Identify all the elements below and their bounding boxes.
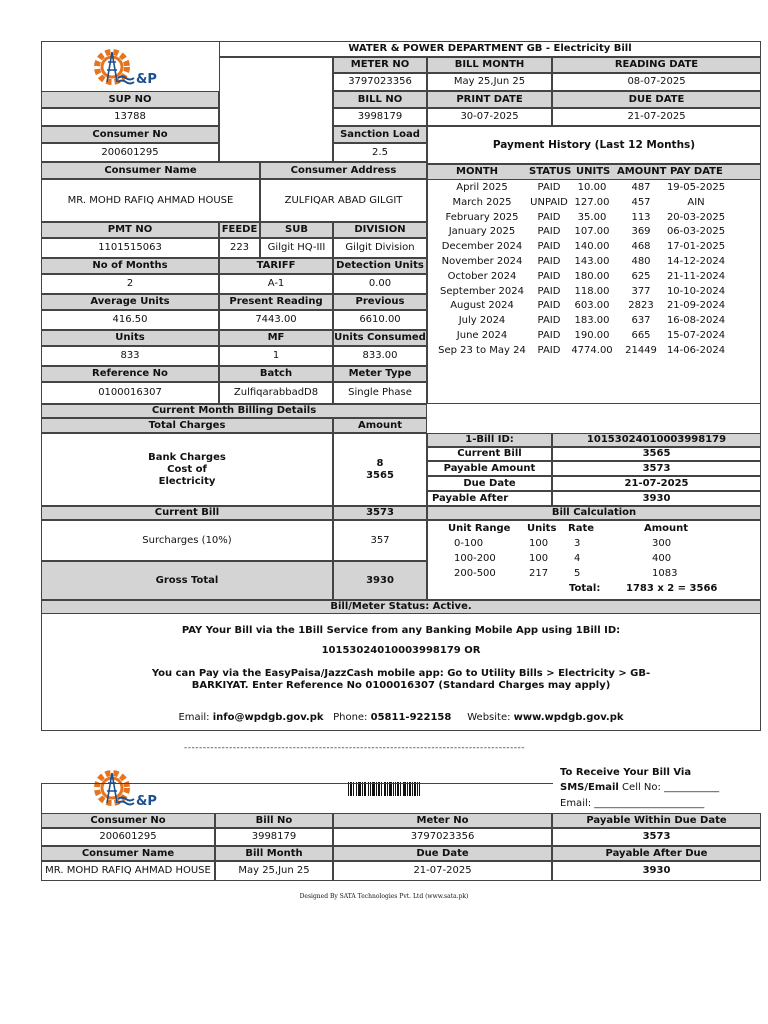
units-consumed-label: Units Consumed bbox=[333, 330, 427, 346]
consumer-address-value: ZULFIQAR ABAD GILGIT bbox=[260, 179, 427, 222]
email-label: Email: bbox=[178, 712, 210, 723]
stub-month-label: Bill Month bbox=[215, 846, 333, 861]
consumer-no-label: Consumer No bbox=[41, 126, 219, 143]
receive-sms-label: SMS/Email bbox=[560, 782, 619, 793]
payment-history-cell: 21-09-2024 bbox=[666, 300, 726, 312]
bill-calc-cell: 200-500 bbox=[454, 568, 496, 579]
bc-total-value: 1783 x 2 = 3566 bbox=[626, 583, 718, 594]
payment-history-cell: 140.00 bbox=[574, 241, 610, 253]
ph-head-units: UNITS bbox=[576, 166, 611, 177]
payment-history-cell: 637 bbox=[631, 315, 651, 327]
phone-value: 05811-922158 bbox=[370, 712, 452, 723]
feeder-label: FEEDE bbox=[219, 222, 260, 238]
reference-no-value: 0100016307 bbox=[41, 382, 219, 404]
payment-history-row bbox=[429, 197, 768, 212]
payment-history-cell: PAID bbox=[537, 300, 561, 312]
onebill-due-label: Due Date bbox=[427, 476, 552, 491]
bc-total-label: Total: bbox=[569, 583, 601, 594]
payment-history-cell: July 2024 bbox=[458, 315, 506, 327]
charges-amounts bbox=[333, 433, 427, 506]
ph-head-status: STATUS bbox=[529, 166, 572, 177]
tariff-value: A-1 bbox=[219, 274, 333, 294]
average-units-value: 416.50 bbox=[41, 310, 219, 330]
batch-value: ZulfiqarabbadD8 bbox=[219, 382, 333, 404]
stub-name-label: Consumer Name bbox=[41, 846, 215, 861]
bc-head-range: Unit Range bbox=[448, 523, 511, 534]
stub-after-label: Payable After Due bbox=[552, 846, 761, 861]
pay-instruction-4: BARKIYAT. Enter Reference No 0100016307 (Standard Charges may apply) bbox=[191, 680, 611, 691]
months-value: 2 bbox=[41, 274, 219, 294]
months-label: No of Months bbox=[41, 258, 219, 274]
payment-history-cell: April 2025 bbox=[456, 182, 508, 193]
payment-history-cell: 21-11-2024 bbox=[666, 270, 726, 282]
pay-instruction-1: PAY Your Bill via the 1Bill Service from any Banking Mobile App using 1Bill ID: bbox=[181, 625, 621, 636]
onebill-after-label: Payable After bbox=[427, 491, 552, 506]
payment-history-cell: UNPAID bbox=[530, 196, 568, 208]
cell-no-field[interactable]: Cell No: ___________ bbox=[618, 782, 720, 793]
bill-calc-cell: 100 bbox=[529, 538, 549, 549]
payment-history-cell: 457 bbox=[631, 196, 651, 208]
bill-calc-cell: 3 bbox=[574, 538, 581, 549]
due-date-value: 21-07-2025 bbox=[552, 108, 761, 126]
payment-history-cell: PAID bbox=[537, 344, 561, 356]
payment-history-cell: 369 bbox=[631, 226, 651, 238]
payment-history-row bbox=[429, 241, 768, 256]
reference-no-label: Reference No bbox=[41, 366, 219, 382]
ph-head-paydate: PAY DATE bbox=[670, 166, 723, 177]
surcharge-value: 357 bbox=[333, 520, 427, 561]
bc-head-units: Units bbox=[527, 523, 557, 534]
payment-history-cell: 14-12-2024 bbox=[666, 256, 726, 267]
stub-top-border bbox=[41, 783, 553, 813]
meter-type-label: Meter Type bbox=[333, 366, 427, 382]
payment-history-cell: 20-03-2025 bbox=[666, 211, 726, 223]
sub-value: Gilgit HQ-III bbox=[260, 238, 333, 258]
bill-calc-cell: 217 bbox=[529, 568, 549, 579]
bill-calc-cell: 100-200 bbox=[454, 553, 496, 564]
stub-due-label: Due Date bbox=[333, 846, 552, 861]
payment-history-cell: September 2024 bbox=[440, 285, 524, 297]
payment-history-cell: 17-01-2025 bbox=[666, 241, 726, 253]
billing-details-title: Current Month Billing Details bbox=[41, 404, 427, 418]
tariff-label: TARIFF bbox=[219, 258, 333, 274]
logo-text: &P bbox=[136, 72, 157, 87]
payment-history-cell: 377 bbox=[631, 285, 651, 297]
onebill-after-value: 3930 bbox=[552, 491, 761, 506]
payment-history-row bbox=[429, 271, 768, 286]
sanction-load-value: 2.5 bbox=[333, 143, 427, 162]
footer-credit: Designed By SATA Technologies Pvt. Ltd (www.sata.pk) bbox=[299, 893, 469, 900]
bill-calc-row bbox=[428, 538, 758, 553]
payment-history-cell: PAID bbox=[537, 330, 561, 341]
website-link[interactable]: www.wpdgb.gov.pk bbox=[513, 712, 624, 723]
payment-history-cell: 183.00 bbox=[574, 315, 610, 327]
payment-history-cell: 14-06-2024 bbox=[666, 344, 726, 356]
blank-cell bbox=[219, 57, 333, 162]
units-consumed-value: 833.00 bbox=[333, 346, 427, 366]
payment-history-cell: Sep 23 to May 24 bbox=[438, 344, 526, 356]
payment-history-cell: 21449 bbox=[625, 344, 657, 356]
gross-total-label: Gross Total bbox=[41, 561, 333, 600]
bill-calc-cell: 4 bbox=[574, 553, 581, 564]
phone-label: Phone: bbox=[333, 712, 368, 723]
payment-history-title: Payment History (Last 12 Months) bbox=[427, 126, 761, 164]
stub-within-value: 3573 bbox=[552, 828, 761, 846]
print-date-value: 30-07-2025 bbox=[427, 108, 552, 126]
bill-calc-title: Bill Calculation bbox=[427, 506, 761, 520]
payment-history-cell: PAID bbox=[537, 211, 561, 223]
stub-meter-no-value: 3797023356 bbox=[333, 828, 552, 846]
stub-meter-no-label: Meter No bbox=[333, 813, 552, 828]
payment-history-cell: PAID bbox=[537, 256, 561, 267]
bill-month-label: BILL MONTH bbox=[427, 57, 552, 73]
consumer-address-label: Consumer Address bbox=[260, 162, 427, 179]
due-date-label: DUE DATE bbox=[552, 91, 761, 108]
stub-within-label: Payable Within Due Date bbox=[552, 813, 761, 828]
bill-calc-row bbox=[428, 568, 758, 583]
charges-description bbox=[41, 433, 333, 506]
stub-consumer-no-value: 200601295 bbox=[41, 828, 215, 846]
payment-history-cell: PAID bbox=[537, 285, 561, 297]
payment-history-row bbox=[429, 182, 768, 197]
bill-calc-row bbox=[428, 553, 758, 568]
bill-no-label: BILL NO bbox=[333, 91, 427, 108]
pay-instruction-2: 10153024010003998179 OR bbox=[321, 645, 481, 656]
stub-consumer-no-label: Consumer No bbox=[41, 813, 215, 828]
ph-head-month: MONTH bbox=[456, 166, 499, 177]
previous-value: 6610.00 bbox=[333, 310, 427, 330]
detection-value: 0.00 bbox=[333, 274, 427, 294]
payment-history-cell: March 2025 bbox=[452, 196, 512, 208]
payment-history-row bbox=[429, 300, 768, 315]
onebill-due-value: 21-07-2025 bbox=[552, 476, 761, 491]
payment-history-cell: 487 bbox=[631, 182, 651, 193]
meter-no-label: METER NO bbox=[333, 57, 427, 73]
division-label: DIVISION bbox=[333, 222, 427, 238]
division-value: Gilgit Division bbox=[333, 238, 427, 258]
onebill-id-value: 10153024010003998179 bbox=[552, 433, 761, 447]
payment-history-cell: October 2024 bbox=[447, 270, 517, 282]
payment-history-cell: PAID bbox=[537, 226, 561, 238]
bill-calc-cell: 300 bbox=[652, 538, 672, 549]
average-units-label: Average Units bbox=[41, 294, 219, 310]
feeder-value: 223 bbox=[219, 238, 260, 258]
detection-label: Detection Units bbox=[333, 258, 427, 274]
payment-history-cell: 2823 bbox=[628, 300, 654, 312]
bill-calc-cell: 0-100 bbox=[454, 538, 484, 549]
receive-sms-line bbox=[560, 782, 719, 794]
stub-bill-no-value: 3998179 bbox=[215, 828, 333, 846]
sup-no-value: 13788 bbox=[41, 108, 219, 126]
payment-history-cell: 4774.00 bbox=[571, 344, 613, 356]
payment-history-cell: 19-05-2025 bbox=[666, 182, 726, 193]
payment-history-cell: AIN bbox=[687, 196, 705, 208]
payment-history-row bbox=[429, 345, 768, 360]
sanction-load-label: Sanction Load bbox=[333, 126, 427, 143]
gross-total-value: 3930 bbox=[333, 561, 427, 600]
present-reading-label: Present Reading bbox=[219, 294, 333, 310]
payment-history-cell: June 2024 bbox=[456, 330, 508, 341]
payment-history-cell: 625 bbox=[631, 270, 651, 282]
onebill-payable-label: Payable Amount bbox=[427, 461, 552, 476]
payment-history-row bbox=[429, 315, 768, 330]
reading-date-value: 08-07-2025 bbox=[552, 73, 761, 91]
payment-history-cell: PAID bbox=[537, 241, 561, 253]
bill-calc-cell: 100 bbox=[529, 553, 549, 564]
pmt-no-label: PMT NO bbox=[41, 222, 219, 238]
surcharge-label: Surcharges (10%) bbox=[41, 520, 333, 561]
sub-label: SUB bbox=[260, 222, 333, 238]
wpd-logo bbox=[90, 44, 170, 90]
current-bill-value: 3573 bbox=[333, 506, 427, 520]
payment-history-cell: 127.00 bbox=[574, 196, 610, 208]
units-value: 833 bbox=[41, 346, 219, 366]
total-charges-label: Total Charges bbox=[41, 418, 333, 433]
logo-text-stub: &P bbox=[136, 794, 157, 809]
payment-history-cell: 35.00 bbox=[577, 211, 607, 223]
charge-line-cost: Cost of bbox=[167, 463, 207, 475]
payment-history-cell: 665 bbox=[631, 330, 651, 341]
onebill-id-label: 1-Bill ID: bbox=[427, 433, 552, 447]
bc-head-rate: Rate bbox=[568, 523, 595, 534]
payment-history-cell: 603.00 bbox=[574, 300, 610, 312]
mf-label: MF bbox=[219, 330, 333, 346]
bill-title: WATER & POWER DEPARTMENT GB - Electricity Bill bbox=[219, 41, 761, 57]
contact-line bbox=[41, 712, 761, 724]
payment-history-row bbox=[429, 226, 768, 241]
cut-line: ------------------------------------------------------------------------------------------- bbox=[184, 743, 526, 753]
meter-type-value: Single Phase bbox=[333, 382, 427, 404]
cost-of-electricity-value: 3565 bbox=[366, 469, 394, 481]
payment-history-row bbox=[429, 256, 768, 271]
bill-calc-cell: 5 bbox=[574, 568, 581, 579]
charge-line-bank: Bank Charges bbox=[148, 451, 226, 463]
pay-instruction-3: You can Pay via the EasyPaisa/JazzCash mobile app: Go to Utility Bills > Electricity > GB- bbox=[151, 668, 651, 679]
current-bill-label: Current Bill bbox=[41, 506, 333, 520]
website-label: Website: bbox=[467, 712, 511, 723]
units-label: Units bbox=[41, 330, 219, 346]
payment-history-cell: PAID bbox=[537, 270, 561, 282]
payment-history-cell: PAID bbox=[537, 182, 561, 193]
bill-month-value: May 25,Jun 25 bbox=[427, 73, 552, 91]
payment-history-cell: 107.00 bbox=[574, 226, 610, 238]
meter-no-value: 3797023356 bbox=[333, 73, 427, 91]
payment-history-cell: December 2024 bbox=[441, 241, 523, 253]
bill-calc-cell: 400 bbox=[652, 553, 672, 564]
stub-name-value: MR. MOHD RAFIQ AHMAD HOUSE bbox=[41, 861, 215, 881]
present-reading-value: 7443.00 bbox=[219, 310, 333, 330]
stub-bill-no-label: Bill No bbox=[215, 813, 333, 828]
bc-head-amount: Amount bbox=[644, 523, 689, 534]
ph-head-amount: AMOUNT bbox=[617, 166, 667, 177]
payment-history-cell: 118.00 bbox=[574, 285, 610, 297]
consumer-name-value: MR. MOHD RAFIQ AHMAD HOUSE bbox=[41, 179, 260, 222]
bill-status: Bill/Meter Status: Active. bbox=[41, 600, 761, 614]
stub-month-value: May 25,Jun 25 bbox=[215, 861, 333, 881]
bank-charges-value: 8 bbox=[376, 457, 384, 469]
onebill-current-label: Current Bill bbox=[427, 447, 552, 461]
reading-date-label: READING DATE bbox=[552, 57, 761, 73]
print-date-label: PRINT DATE bbox=[427, 91, 552, 108]
consumer-no-value: 200601295 bbox=[41, 143, 219, 162]
email-field[interactable]: Email: ______________________ bbox=[560, 798, 705, 809]
payment-history-cell: November 2024 bbox=[441, 256, 523, 267]
payment-history-cell: 468 bbox=[631, 241, 651, 253]
onebill-current-value: 3565 bbox=[552, 447, 761, 461]
payment-history-row bbox=[429, 330, 768, 345]
payment-history-row bbox=[429, 286, 768, 301]
onebill-payable-value: 3573 bbox=[552, 461, 761, 476]
payment-history-cell: 113 bbox=[631, 211, 651, 223]
payment-history-cell: January 2025 bbox=[448, 226, 516, 238]
payment-history-cell: 190.00 bbox=[574, 330, 610, 341]
charge-line-electricity: Electricity bbox=[158, 475, 216, 487]
payment-history-cell: 16-08-2024 bbox=[666, 315, 726, 327]
payment-history-cell: 180.00 bbox=[574, 270, 610, 282]
payment-history-cell: 10-10-2024 bbox=[666, 285, 726, 297]
payment-history-cell: 15-07-2024 bbox=[666, 330, 726, 341]
payment-history-cell: August 2024 bbox=[450, 300, 514, 312]
mf-value: 1 bbox=[219, 346, 333, 366]
sup-no-label: SUP NO bbox=[41, 91, 219, 108]
amount-label: Amount bbox=[333, 418, 427, 433]
email-link[interactable]: info@wpdgb.gov.pk bbox=[212, 712, 324, 723]
gear-tower-icon bbox=[90, 44, 170, 90]
payment-history-row bbox=[429, 212, 768, 227]
batch-label: Batch bbox=[219, 366, 333, 382]
bill-no-value: 3998179 bbox=[333, 108, 427, 126]
previous-label: Previous bbox=[333, 294, 427, 310]
bill-calc-cell: 1083 bbox=[652, 568, 678, 579]
receive-bill-line: To Receive Your Bill Via bbox=[560, 767, 692, 778]
payment-history-cell: 480 bbox=[631, 256, 651, 267]
payment-history-cell: 06-03-2025 bbox=[666, 226, 726, 238]
payment-history-cell: 10.00 bbox=[577, 182, 607, 193]
stub-after-value: 3930 bbox=[552, 861, 761, 881]
payment-history-cell: PAID bbox=[537, 315, 561, 327]
pmt-no-value: 1101515063 bbox=[41, 238, 219, 258]
consumer-name-label: Consumer Name bbox=[41, 162, 260, 179]
payment-history-cell: 143.00 bbox=[574, 256, 610, 267]
stub-due-value: 21-07-2025 bbox=[333, 861, 552, 881]
payment-history-cell: February 2025 bbox=[445, 211, 519, 223]
